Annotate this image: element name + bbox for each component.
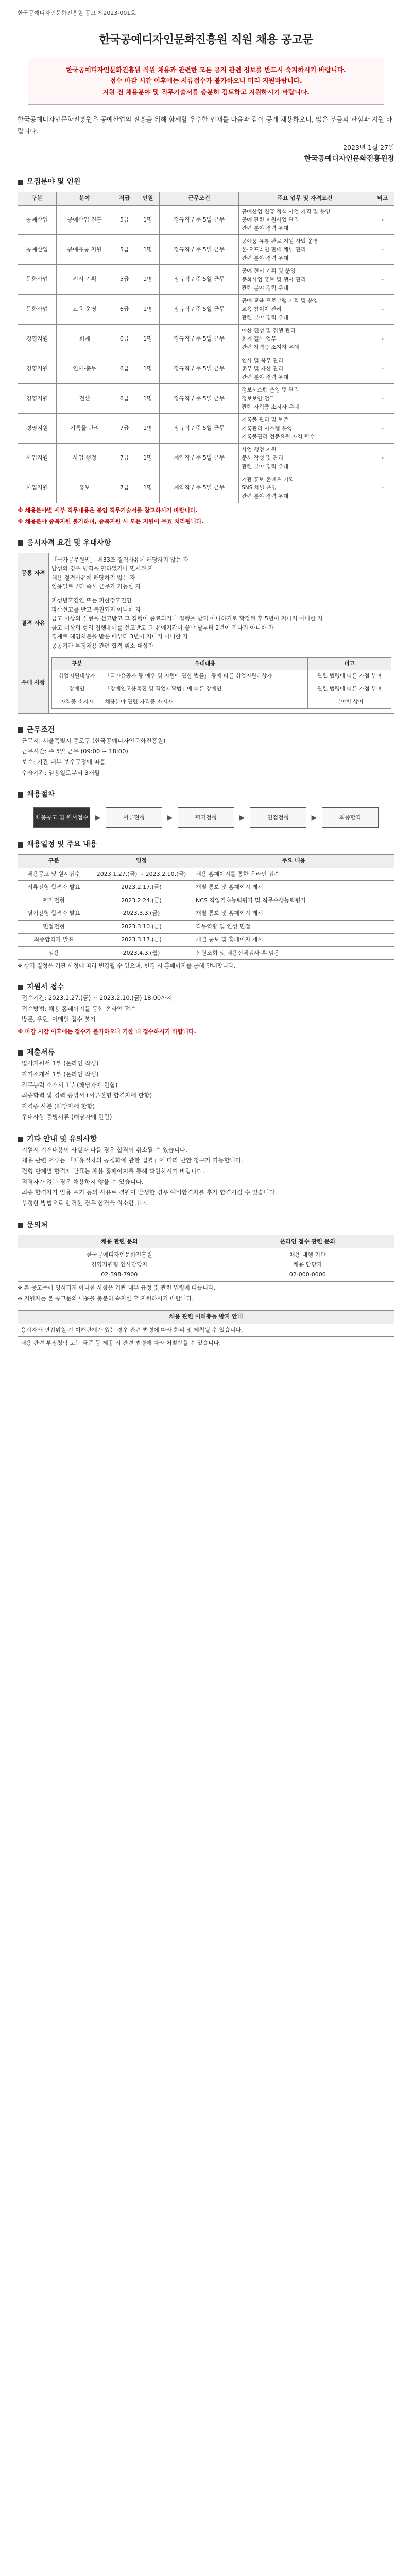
list-item: 임용일로부터 즉시 근무가 가능한 자 [52,583,141,590]
table-cell: - [371,444,394,473]
table-cell: 1명 [136,324,159,354]
table-row [18,473,394,503]
preference-table [52,657,391,709]
table-header: 직급 [113,192,136,206]
table-cell: 채용공고 및 원서접수 [18,868,90,881]
requirement-line: 기록물관리 전문요원 자격 필수 [242,433,315,440]
section-note: ※ 상기 일정은 기관 사정에 따라 변경될 수 있으며, 변경 시 홈페이지를 통해 안내합니다. [18,962,235,970]
table-cell: 2023.3.17.(금) [90,934,193,947]
process-step: 채용공고 및 원서접수 [33,807,90,828]
table-cell: 7급 [113,473,136,503]
section-heading [18,538,394,549]
list-item: 보수: 기관 내부 보수규정에 따름 [22,758,106,766]
square-bullet-icon [18,792,23,798]
table-cell: 1명 [136,265,159,295]
table-cell: 교육 운영 [56,295,113,325]
process-step: 필기전형 [178,807,234,828]
contact-phone: 02-000-0000 [289,1270,326,1278]
table-header: 근무조건 [159,192,238,206]
footer-box-line: 응시자와 면접위원 간 이해관계가 있는 경우 관련 법령에 따라 회피 및 제척될 수 있습니다. [18,1324,394,1337]
table-cell: 취업지원대상자 [52,670,102,683]
list-item: 접수방법: 채용 홈페이지를 통한 온라인 접수 [22,1005,136,1012]
table-cell: 개별 통보 및 홈페이지 게시 [193,881,394,894]
list-item: 접수기간: 2023.1.27.(금) ~ 2023.2.10.(금) 18:00까지 [22,994,173,1002]
table-cell: 회계 [56,324,113,354]
list-item: 공공기관 부정채용 관련 합격 취소 대상자 [52,642,154,649]
requirement-line: 총무 및 자산 관리 [242,365,284,372]
table-cell: 6급 [113,295,136,325]
requirement-line: 인사 및 복무 관리 [242,357,284,364]
requirement-line: 관련 분야 경력 우대 [242,463,289,470]
list-item: 자격증 사본 (해당자에 한함) [22,1103,95,1110]
list-item: 파산선고를 받고 복권되지 아니한 자 [52,606,141,613]
requirement-cell [239,205,371,235]
process-step: 최종합격 [322,807,379,828]
section-note: ※ 채용분야 중복지원 불가하며, 중복지원 시 모든 지원이 무효 처리됩니다. [18,518,204,526]
table-cell: 공예산업 진흥 [56,205,113,235]
row-label: 공통 자격 [18,553,49,594]
notice-line: 접수 마감 시간 이후에는 서류접수가 불가하오니 미리 지원바랍니다. [110,77,302,85]
process-step: 면접전형 [250,807,306,828]
requirement-line: 공예 관련 지원사업 관리 [242,216,299,223]
requirement-line: 관련 분야 경력 우대 [242,284,289,291]
table-cell: 1명 [136,354,159,384]
requirement-cell [239,414,371,444]
page-title: 한국공예디자인문화진흥원 직원 채용 공고문 [99,33,313,46]
table-cell: - [371,324,394,354]
table-cell: 사업 행정 [56,444,113,473]
contact-phone: 02-398-7900 [101,1270,138,1278]
table-cell: 분야별 상이 [308,696,391,708]
schedule-table [18,854,394,960]
table-cell: 최종합격자 발표 [18,934,90,947]
requirement-line: 교육 참여자 관리 [242,306,282,313]
table-row [18,324,394,354]
table-cell: 경영지원 [18,354,57,384]
arrow-right-icon: ▶ [95,813,101,822]
table-cell: 공예산업 [18,235,57,265]
requirement-line: 공예산업 진흥 정책 사업 기획 및 운영 [242,208,331,215]
list-item: 지원서 기재내용이 사실과 다를 경우 합격이 취소될 수 있습니다. [22,1146,187,1154]
table-cell: 2023.3.10.(금) [90,920,193,934]
contact-line: 경영지원팀 인사담당자 [91,1261,148,1268]
table-cell: 6급 [113,384,136,414]
table-cell: 1명 [136,414,159,444]
table-cell: 7급 [113,444,136,473]
table-header: 주요 내용 [193,855,394,868]
square-bullet-icon [18,1223,23,1228]
table-cell: 6급 [113,354,136,384]
contact-table [18,1235,394,1282]
list-item: 근무지: 서울특별시 종로구 (한국공예디자인문화진흥원) [22,737,166,744]
table-header: 비고 [371,192,394,206]
table-cell: NCS 직업기초능력평가 및 직무수행능력평가 [193,894,394,907]
square-bullet-icon [18,842,23,848]
requirement-line: 정보보안 업무 [242,395,275,402]
list-item: 근무시간: 주 5일 근무 (09:00 ~ 18:00) [22,748,128,755]
contact-line: 채용 담당자 [293,1261,322,1268]
list-item: 최종 합격자가 임용 포기 등의 사유로 결원이 발생한 경우 예비합격자를 추가 합격시킬 수 있습니다. [22,1189,277,1196]
section-heading [18,1220,394,1231]
table-cell: 임용 [18,946,90,960]
table-cell: 채용분야 관련 자격증 소지자 [102,696,308,708]
application-list [22,993,394,1025]
table-cell: 1명 [136,473,159,503]
table-cell: 필기전형 [18,894,90,907]
requirement-line: 온·오프라인 판매 채널 관리 [242,246,306,253]
section-title: 채용일정 및 주요 내용 [27,840,97,849]
table-cell: 사업지원 [18,473,57,503]
table-cell: 채용 홈페이지를 통한 온라인 접수 [193,868,394,881]
square-bullet-icon [18,1137,23,1142]
table-cell: 정규직 / 주 5일 근무 [159,235,238,265]
table-cell: - [371,384,394,414]
table-cell: 「국가유공자 등 예우 및 지원에 관한 법률」 등에 따른 취업지원대상자 [102,670,308,683]
table-row [52,670,391,683]
table-cell: 5급 [113,235,136,265]
list-item: 「국가공무원법」 제33조 결격사유에 해당하지 않는 자 [52,556,188,563]
list-item: 징계로 해임처분을 받은 때부터 3년이 지나지 아니한 자 [52,633,188,640]
table-row [52,683,391,696]
table-cell: 정규직 / 주 5일 근무 [159,324,238,354]
contact-line: 한국공예디자인문화진흥원 [87,1251,152,1259]
table-cell: 계약직 / 주 5일 근무 [159,473,238,503]
table-cell: 1명 [136,295,159,325]
requirement-line: 기관 홍보 콘텐츠 기획 [242,476,294,483]
notice-box [28,58,384,105]
highlight-note: ※ 마감 시간 이후에는 접수가 불가하오니 기한 내 접수하시기 바랍니다. [18,1028,196,1035]
table-cell: 2023.2.17.(금) [90,881,193,894]
notice-line: 한국공예디자인문화진흥원 직원 채용과 관련한 모든 공지 관련 정보를 반드시 숙지하시기 바랍니다. [66,65,346,74]
requirement-cell [239,444,371,473]
table-row [18,881,394,894]
contact-line: 채용 대행 기관 [289,1251,326,1259]
requirement-line: 관련 자격증 소지자 우대 [242,403,299,410]
recruitment-table [18,192,394,503]
list-item: 남성의 경우 병역을 필하였거나 면제된 자 [52,565,154,572]
requirement-cell [239,324,371,354]
section-title: 근무조건 [27,725,55,734]
table-cell: 정규직 / 주 5일 근무 [159,414,238,444]
table-cell: 개별 통보 및 홈페이지 게시 [193,907,394,921]
table-cell: 필기전형 합격자 발표 [18,907,90,921]
list-item: 금고 이상의 형의 집행유예를 선고받고 그 유예기간이 끝난 날부터 2년이 지나지 아니한 자 [52,624,274,631]
table-cell: 5급 [113,205,136,235]
requirement-line: 예산 편성 및 집행 관리 [242,327,296,334]
list-item: 방문, 우편, 이메일 접수 불가 [22,1015,96,1023]
footer-box-line: 채용 관련 부정청탁 또는 금품 등 제공 시 관련 법령에 따라 처벌받을 수 있습니다. [18,1337,394,1350]
requirement-cell [239,295,371,325]
table-cell: 홍보 [56,473,113,503]
table-cell: 자격증 소지자 [52,696,102,708]
table-cell: - [371,205,394,235]
arrow-right-icon: ▶ [239,813,245,822]
section-title: 모집분야 및 인원 [27,178,81,187]
table-cell: 1명 [136,384,159,414]
table-cell: 전산 [56,384,113,414]
section-note: ※ 채용분야별 세부 직무내용은 붙임 직무기술서를 참고하시기 바랍니다. [18,506,198,514]
table-cell: 「장애인고용촉진 및 직업재활법」에 따른 장애인 [102,683,308,696]
section-heading [18,982,394,993]
table-cell: 2023.1.27.(금) ~ 2023.2.10.(금) [90,868,193,881]
row-label: 우대 사항 [18,653,49,713]
process-flow [18,807,394,828]
requirement-cell [239,235,371,265]
intro-text: 한국공예디자인문화진흥원은 공예산업의 진흥을 위해 함께할 우수한 인재를 다음과 같이 공개 채용하오니, 많은 분들의 관심과 지원 바랍니다. [18,115,392,135]
requirement-cell [239,384,371,414]
table-cell: 경영지원 [18,324,57,354]
table-row [18,235,394,265]
table-header: 구분 [18,192,57,206]
table-row [18,444,394,473]
table-cell: 직무역량 및 인성 면접 [193,920,394,934]
section-title: 응시자격 요건 및 우대사항 [27,538,111,547]
list-item: 채용 관련 서류는 「채용절차의 공정화에 관한 법률」에 따라 반환 청구가 가능합니다. [22,1157,243,1164]
table-cell: - [371,235,394,265]
table-header: 구분 [52,657,102,670]
table-header: 우대내용 [102,657,308,670]
table-cell: 기록물 관리 [56,414,113,444]
square-bullet-icon [18,180,23,185]
list-item: 적격자가 없는 경우 채용하지 않을 수 있습니다. [22,1178,144,1185]
list-item: 금고 이상의 실형을 선고받고 그 집행이 종료되거나 집행을 받지 아니하기로 확정된 후 5년이 지나지 아니한 자 [52,615,323,622]
requirement-cell [239,265,371,295]
disqualifications [49,594,394,653]
table-cell: 6급 [113,324,136,354]
table-row [18,946,394,960]
table-row [18,894,394,907]
arrow-right-icon: ▶ [167,813,173,822]
table-row [18,907,394,921]
table-cell: 정규직 / 주 5일 근무 [159,265,238,295]
requirement-line: 관련 분야 경력 우대 [242,374,289,381]
requirement-line: 정보시스템 운영 및 관리 [242,387,299,394]
table-header: 구분 [18,855,90,868]
list-item: 채용 결격사유에 해당하지 않는 자 [52,574,135,581]
process-step: 서류전형 [106,807,162,828]
table-cell: 문화사업 [18,265,57,295]
table-cell: - [371,295,394,325]
requirement-line: 사업 행정 지원 [242,447,277,453]
list-item: 전형 단계별 합격자 발표는 채용 홈페이지를 통해 확인하시기 바랍니다. [22,1167,205,1175]
table-cell: 계약직 / 주 5일 근무 [159,444,238,473]
table-header: 인원 [136,192,159,206]
table-cell: 공예산업 [18,205,57,235]
square-bullet-icon [18,727,23,733]
table-cell: 문화사업 [18,295,57,325]
square-bullet-icon [18,540,23,546]
table-cell: 공예유통 지원 [56,235,113,265]
requirement-line: 문서 작성 및 관리 [242,455,284,462]
table-cell: 1명 [136,444,159,473]
requirement-line: 공예 전시 기획 및 운영 [242,268,296,275]
section-heading [18,1134,394,1145]
table-cell: 서류전형 합격자 발표 [18,881,90,894]
requirement-line: 기록물 관리 및 보존 [242,417,289,423]
table-cell: 전시 기획 [56,265,113,295]
section-title: 기타 안내 및 유의사항 [27,1134,97,1143]
closing-note: ※ 지원자는 본 공고문의 내용을 충분히 숙지한 후 지원하시기 바랍니다. [18,1295,194,1302]
table-cell: - [371,354,394,384]
requirement-line: 관련 분야 경력 우대 [242,225,289,232]
table-cell: 정규직 / 주 5일 근무 [159,384,238,414]
contact-cell [18,1248,221,1282]
issuing-organization: 한국공예디자인문화진흥원장 [304,155,394,163]
table-row [18,920,394,934]
requirement-line: 공예품 유통 판로 지원 사업 운영 [242,238,318,245]
table-cell: 2023.2.24.(금) [90,894,193,907]
table-row [18,354,394,384]
contact-cell [221,1248,394,1282]
preferences [49,653,394,713]
table-cell: - [371,414,394,444]
row-label: 결격 사유 [18,594,49,653]
documents-list [22,1058,394,1122]
table-row [18,414,394,444]
list-item: 부정한 방법으로 합격한 경우 합격을 취소합니다. [22,1199,148,1207]
table-cell: - [371,473,394,503]
requirement-line: 공예 교육 프로그램 기획 및 운영 [242,298,318,304]
table-cell: 1명 [136,235,159,265]
table-cell: 경영지원 [18,384,57,414]
table-row [52,696,391,708]
common-qualifications [49,553,394,594]
dateline [18,142,394,165]
section-heading [18,839,394,850]
requirement-line: 관련 분야 경력 우대 [242,255,289,261]
table-row [18,265,394,295]
square-bullet-icon [18,1050,23,1056]
requirement-line: 관련 자격증 소지자 우대 [242,344,299,351]
notice-line: 지원 전 채용분야 및 직무기술서를 충분히 검토하고 지원하시기 바랍니다. [102,88,310,96]
document-number: 한국공예디자인문화진흥원 공고 제2023-001호 [18,10,136,16]
table-row [18,934,394,947]
table-cell: 경영지원 [18,414,57,444]
list-item: 수습기간: 임용일로부터 3개월 [22,769,100,776]
closing-note: ※ 본 공고문에 명시되지 아니한 사항은 기관 내부 규정 및 관련 법령에 따릅니다. [18,1284,216,1292]
section-heading [18,725,394,736]
table-cell: 7급 [113,414,136,444]
table-cell: 정규직 / 주 5일 근무 [159,354,238,384]
list-item: 직무능력 소개서 1부 (해당자에 한함) [22,1081,118,1089]
table-cell: 5급 [113,265,136,295]
table-row [18,205,394,235]
table-header: 비고 [308,657,391,670]
table-header: 주요 업무 및 자격요건 [239,192,371,206]
table-cell: - [371,265,394,295]
requirement-line: 기록관리 시스템 운영 [242,425,293,432]
requirement-cell [239,473,371,503]
requirement-line: 문화사업 홍보 및 행사 관리 [242,276,306,283]
table-row [18,384,394,414]
requirement-line: 관련 분야 경력 우대 [242,493,289,500]
list-item: 최종학력 및 경력 증명서 (서류전형 합격자에 한함) [22,1092,152,1099]
table-cell: 신원조회 및 채용신체검사 후 임용 [193,946,394,960]
requirement-line: 회계 결산 업무 [242,336,277,343]
table-header: 분야 [56,192,113,206]
list-item: 피성년후견인 또는 피한정후견인 [52,597,132,604]
table-cell: 장애인 [52,683,102,696]
table-cell: 2023.4.3.(월) [90,946,193,960]
section-title: 문의처 [27,1221,48,1229]
arrow-right-icon: ▶ [311,813,317,822]
table-row [18,868,394,881]
table-row [18,295,394,325]
table-cell: 면접전형 [18,920,90,934]
list-item: 자기소개서 1부 (온라인 작성) [22,1071,99,1078]
list-item: 입사지원서 1부 (온라인 작성) [22,1060,99,1067]
requirement-cell [239,354,371,384]
requirement-line: 관련 분야 경력 우대 [242,314,289,321]
qualification-table [18,553,394,714]
requirement-line: SNS 채널 운영 [242,485,277,492]
list-item: 우대사항 증빙서류 (해당자에 한함) [22,1113,112,1121]
table-cell: 관련 법령에 따른 가점 부여 [308,670,391,683]
section-title: 제출서류 [27,1048,55,1057]
footer-box-title: 채용 관련 이해충돌 방지 안내 [18,1311,394,1324]
work-conditions-list [22,736,394,778]
section-title: 채용절차 [27,790,55,799]
table-cell: 1명 [136,205,159,235]
section-heading [18,1047,394,1058]
section-title: 지원서 접수 [27,982,64,991]
table-cell: 관련 법령에 따른 가점 부여 [308,683,391,696]
section-heading [18,789,394,800]
table-header: 온라인 접수 관련 문의 [221,1235,394,1248]
table-cell: 사업지원 [18,444,57,473]
square-bullet-icon [18,985,23,990]
section-heading [18,177,394,188]
table-cell: 정규직 / 주 5일 근무 [159,295,238,325]
table-header: 채용 관련 문의 [18,1235,221,1248]
notes-list [22,1145,394,1209]
table-cell: 정규직 / 주 5일 근무 [159,205,238,235]
announcement-date: 2023년 1월 27일 [343,144,394,152]
table-cell: 개별 통보 및 홈페이지 게시 [193,934,394,947]
table-cell: 인사·총무 [56,354,113,384]
footer-box [18,1310,394,1350]
table-header: 일정 [90,855,193,868]
table-cell: 2023.3.3.(금) [90,907,193,921]
